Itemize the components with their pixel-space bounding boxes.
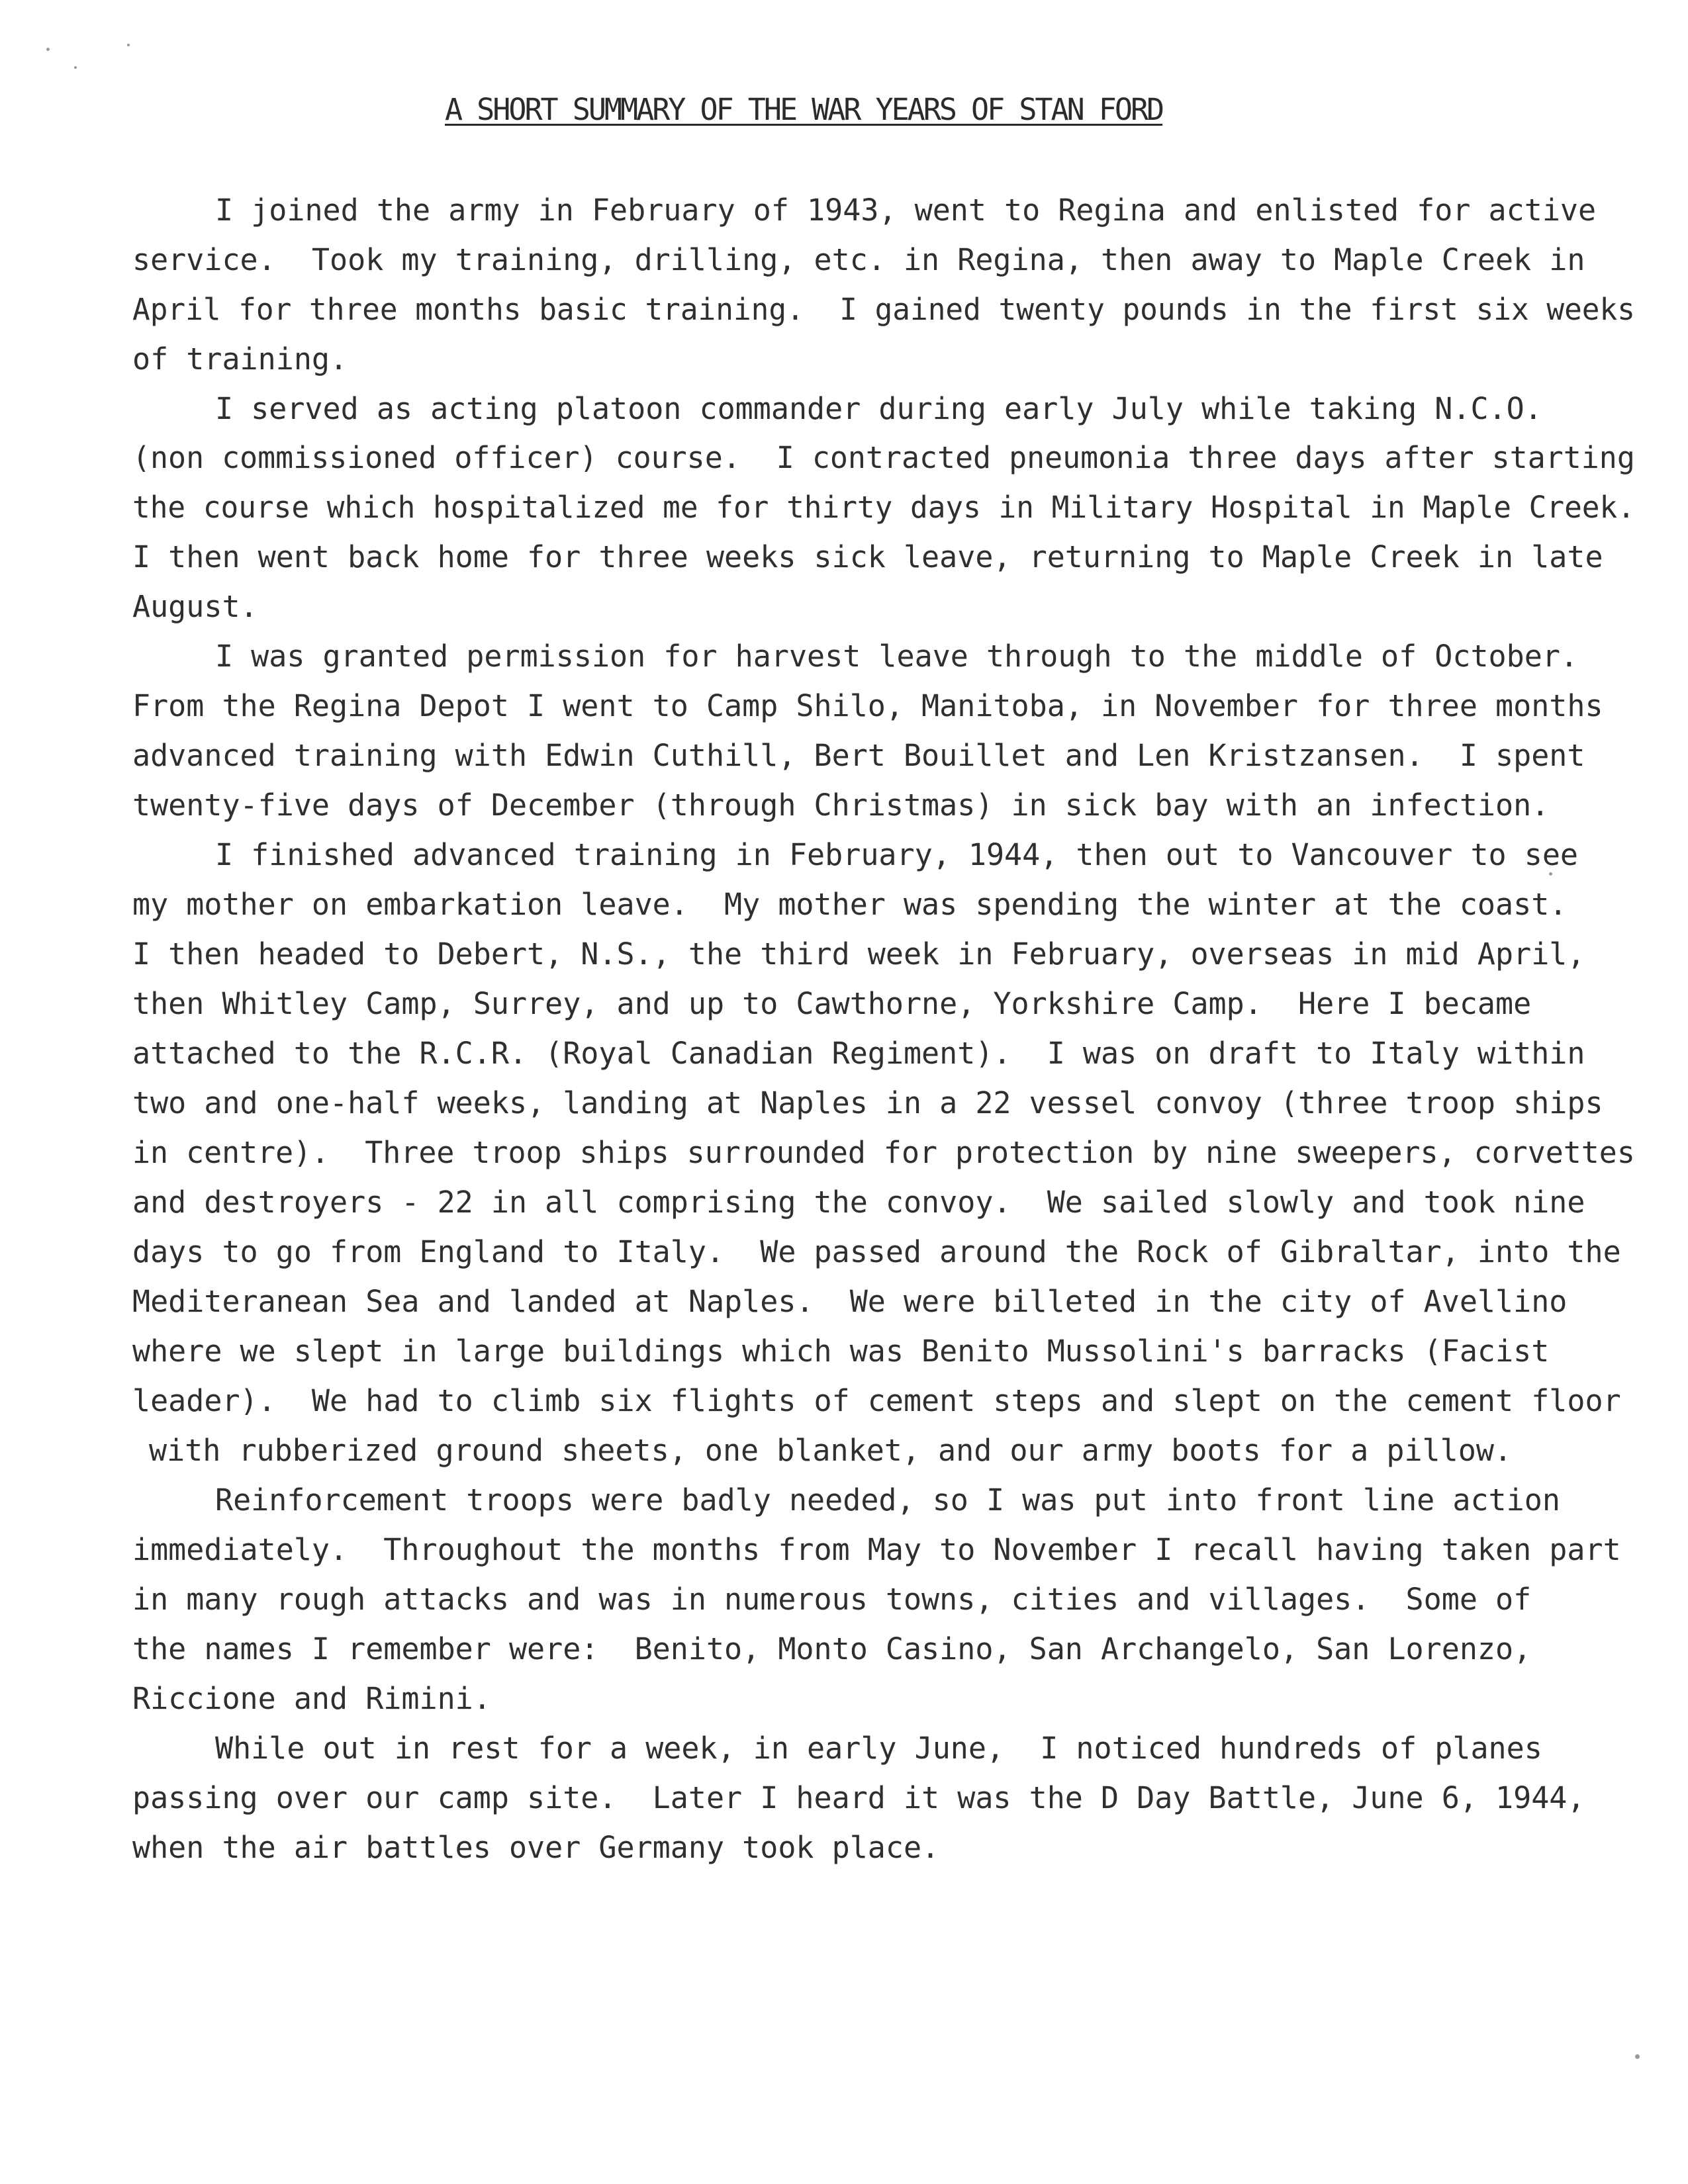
text-line: I served as acting platoon commander during early July while taking N.C.O. <box>215 391 1542 426</box>
text-line: days to go from England to Italy. We passed around the Rock of Gibraltar, into the <box>132 1234 1621 1269</box>
text-line: the names I remember were: Benito, Monto Casino, San Archangelo, San Lorenzo, <box>132 1631 1532 1666</box>
text-line: in centre). Three troop ships surrounded for protection by nine sweepers, corvettes <box>132 1135 1635 1170</box>
text-line: April for three months basic training. I gained twenty pounds in the first six weeks <box>132 292 1635 327</box>
scan-speck <box>74 66 77 69</box>
text-line: I joined the army in February of 1943, went to Regina and enlisted for active <box>215 193 1597 228</box>
text-line: in many rough attacks and was in numerous towns, cities and villages. Some of <box>132 1582 1532 1617</box>
text-line: Mediteranean Sea and landed at Naples. We were billeted in the city of Avellino <box>132 1284 1568 1319</box>
text-line: August. <box>132 589 258 624</box>
document-title: A SHORT SUMMARY OF THE WAR YEARS OF STAN FORD <box>445 92 1163 127</box>
text-line: (non commissioned officer) course. I contracted pneumonia three days after starting <box>132 440 1635 475</box>
text-line: I then went back home for three weeks sick leave, returning to Maple Creek in late <box>132 539 1603 574</box>
text-line: my mother on embarkation leave. My mother was spending the winter at the coast. <box>132 887 1568 922</box>
text-line: immediately. Throughout the months from May to November I recall having taken part <box>132 1532 1621 1567</box>
text-line: the course which hospitalized me for thirty days in Military Hospital in Maple Creek. <box>132 490 1635 525</box>
text-line: passing over our camp site. Later I heard it was the D Day Battle, June 6, 1944, <box>132 1780 1585 1815</box>
text-line: service. Took my training, drilling, etc. in Regina, then away to Maple Creek in <box>132 242 1585 277</box>
text-line: twenty-five days of December (through Christmas) in sick bay with an infection. <box>132 788 1550 823</box>
text-line: then Whitley Camp, Surrey, and up to Cawthorne, Yorkshire Camp. Here I became <box>132 986 1532 1021</box>
text-line: I then headed to Debert, N.S., the third week in February, overseas in mid April, <box>132 936 1585 972</box>
scan-speck <box>46 48 50 51</box>
scan-speck <box>127 44 130 46</box>
text-line: and destroyers - 22 in all comprising the convoy. We sailed slowly and took nine <box>132 1185 1585 1220</box>
text-line: of training. <box>132 341 348 377</box>
text-line: While out in rest for a week, in early June, I noticed hundreds of planes <box>215 1731 1542 1766</box>
text-line: two and one-half weeks, landing at Naples in a 22 vessel convoy (three troop ships <box>132 1085 1603 1120</box>
text-line: advanced training with Edwin Cuthill, Bert Bouillet and Len Kristzansen. I spent <box>132 738 1585 773</box>
text-line: From the Regina Depot I went to Camp Shilo, Manitoba, in November for three months <box>132 688 1603 723</box>
text-line: where we slept in large buildings which was Benito Mussolini's barracks (Facist <box>132 1334 1550 1369</box>
text-line: leader). We had to climb six flights of cement steps and slept on the cement floor <box>132 1383 1621 1418</box>
text-line: with rubberized ground sheets, one blanket, and our army boots for a pillow. <box>149 1433 1513 1468</box>
text-line: I was granted permission for harvest leave through to the middle of October. <box>215 639 1579 674</box>
text-line: Riccione and Rimini. <box>132 1681 491 1716</box>
text-line: when the air battles over Germany took place. <box>132 1830 940 1865</box>
text-line: attached to the R.C.R. (Royal Canadian Regiment). I was on draft to Italy within <box>132 1036 1585 1071</box>
text-line: I finished advanced training in February, 1944, then out to Vancouver to see <box>215 837 1579 872</box>
text-line: Reinforcement troops were badly needed, so I was put into front line action <box>215 1482 1560 1518</box>
scan-speck <box>1635 2054 1640 2059</box>
